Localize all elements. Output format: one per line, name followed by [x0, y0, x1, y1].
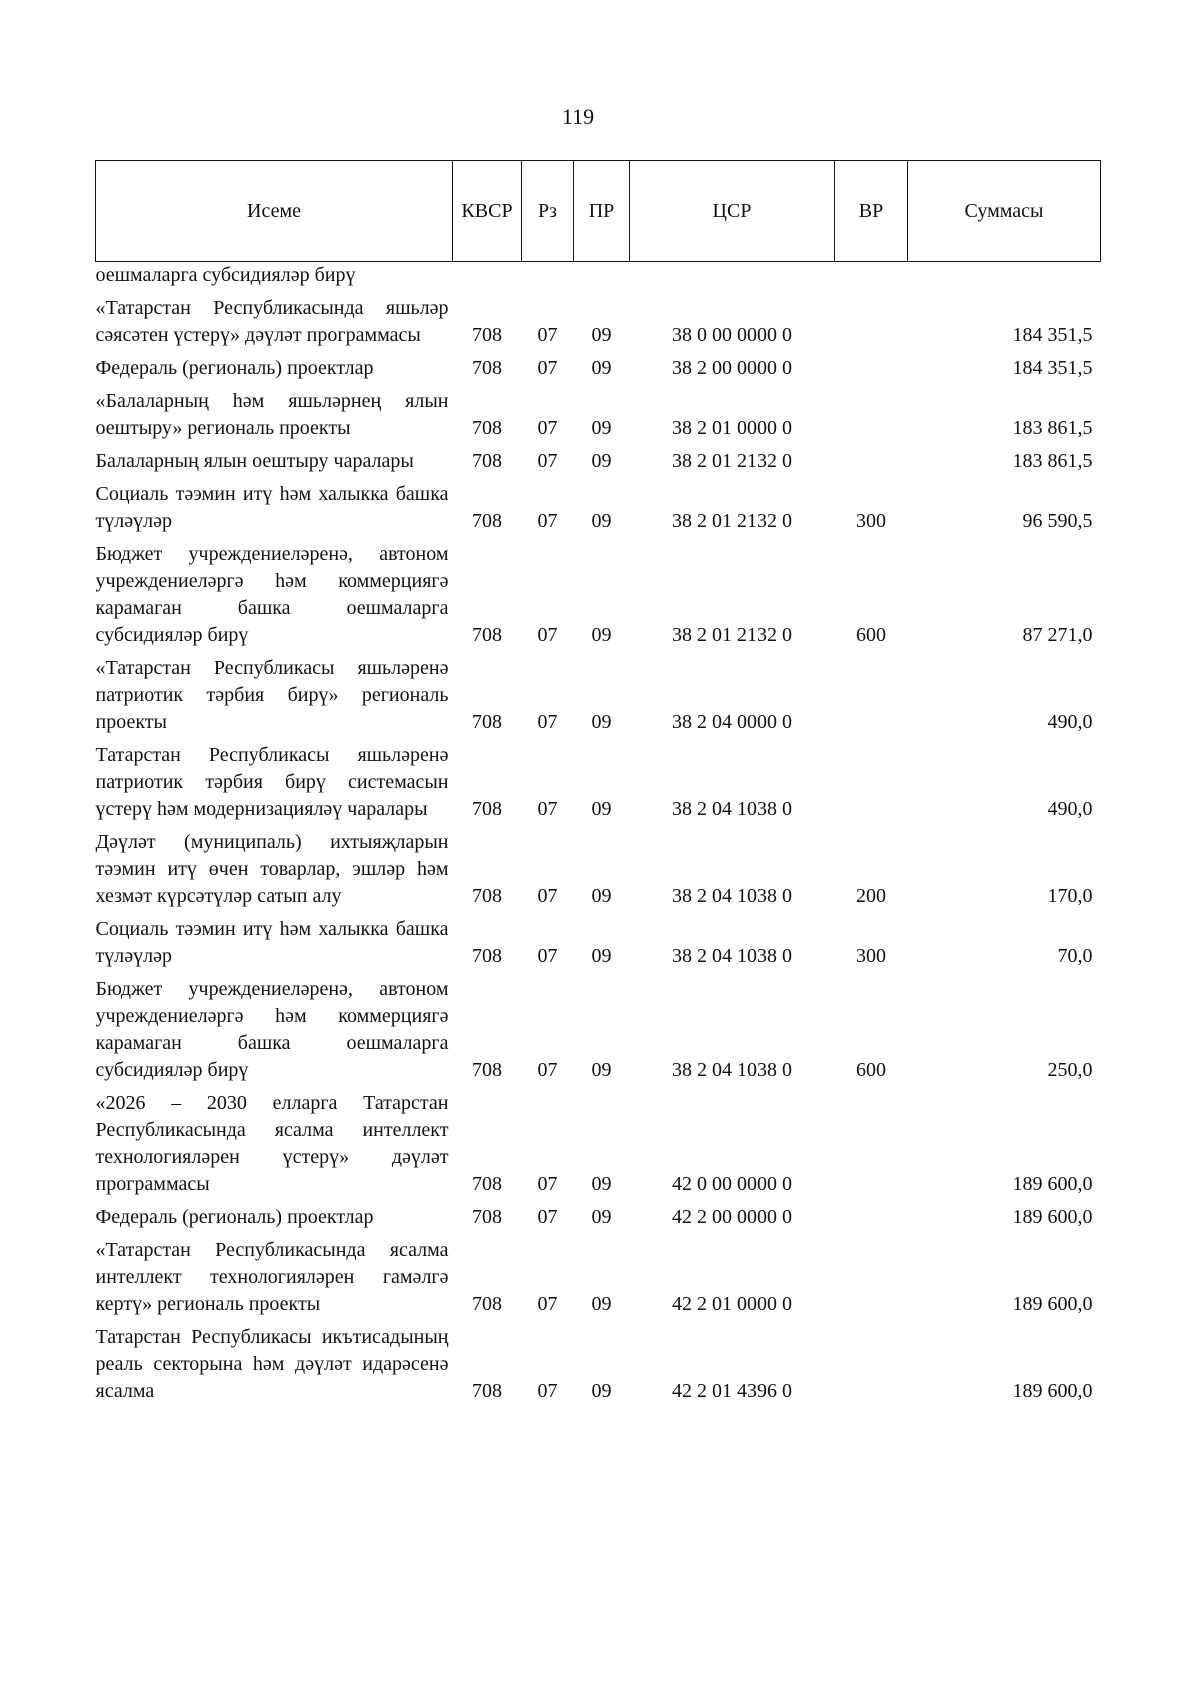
row-name: Татарстан Республикасы икътисадының реаль секторына һәм дәүләт идарәсенә ясалма [95, 1326, 449, 1402]
row-name: Федераль (региональ) проектлар [95, 1206, 374, 1228]
row-pr: 09 [591, 1380, 612, 1402]
row-name: Дәүләт (муниципаль) ихтыяҗларын тәэмин итү өчен товарлар, эшләр һәм хезмәт күрсәтүләр сатып алу [95, 831, 449, 907]
table-row [96, 382, 1101, 442]
row-sum: 189 600,0 [1012, 1293, 1093, 1315]
row-rz: 07 [537, 1380, 558, 1402]
row-vr: 600 [856, 1059, 886, 1081]
table-row [96, 823, 1101, 910]
row-name: «2026 – 2030 елларга Татарстан Республикасында ясалма интеллект технологияләрен үстерү» дәүләт программасы [95, 1092, 449, 1195]
row-kvsr: 708 [472, 945, 502, 967]
row-kvsr: 708 [472, 450, 502, 472]
row-pr: 09 [591, 1293, 612, 1315]
row-vr [835, 349, 908, 382]
row-pr: 09 [591, 624, 612, 646]
row-kvsr: 708 [472, 510, 502, 532]
row-csr: 38 2 04 1038 0 [672, 885, 792, 907]
row-vr [835, 736, 908, 823]
row-vr [835, 289, 908, 349]
table-row [96, 475, 1101, 535]
row-csr: 42 0 00 0000 0 [672, 1173, 792, 1195]
row-vr [835, 382, 908, 442]
budget-table [95, 160, 1101, 1405]
row-kvsr: 708 [472, 624, 502, 646]
row-kvsr: 708 [472, 324, 502, 346]
row-csr: 38 2 00 0000 0 [672, 357, 792, 379]
row-sum: 183 861,5 [1012, 417, 1093, 439]
row-csr: 42 2 00 0000 0 [672, 1206, 792, 1228]
row-vr [835, 1318, 908, 1405]
header-pr: ПР [574, 161, 630, 262]
row-csr: 38 2 04 1038 0 [672, 945, 792, 967]
row-sum: 490,0 [1047, 711, 1093, 733]
row-pr: 09 [591, 945, 612, 967]
row-rz: 07 [537, 798, 558, 820]
row-sum: 250,0 [1047, 1059, 1093, 1081]
row-sum: 184 351,5 [1012, 357, 1093, 379]
table-row [96, 349, 1101, 382]
row-rz: 07 [537, 711, 558, 733]
table-row [96, 910, 1101, 970]
row-sum: 183 861,5 [1012, 450, 1093, 472]
table-row [96, 1084, 1101, 1198]
row-sum: 184 351,5 [1012, 324, 1093, 346]
row-rz: 07 [537, 357, 558, 379]
row-rz: 07 [537, 1293, 558, 1315]
header-sum: Суммасы [908, 161, 1101, 262]
row-rz: 07 [537, 624, 558, 646]
table-row [96, 1231, 1101, 1318]
row-rz: 07 [537, 945, 558, 967]
row-vr: 600 [856, 624, 886, 646]
row-rz: 07 [537, 324, 558, 346]
header-kvsr: КВСР [453, 161, 522, 262]
row-name: Бюджет учреждениеләренә, автоном учреждениеләргә һәм коммерциягә карамаган башка оешмаларга субсидияләр бирү [95, 978, 449, 1081]
row-rz: 07 [537, 885, 558, 907]
table-row [96, 535, 1101, 649]
row-pr: 09 [591, 798, 612, 820]
row-name: Федераль (региональ) проектлар [95, 357, 374, 379]
row-pr: 09 [591, 885, 612, 907]
row-kvsr: 708 [472, 1059, 502, 1081]
row-kvsr: 708 [472, 711, 502, 733]
row-sum: 189 600,0 [1012, 1206, 1093, 1228]
row-name: «Татарстан Республикасы яшьләренә патриотик тәрбия бирү» региональ проекты [95, 657, 449, 733]
row-name: Бюджет учреждениеләренә, автоном учреждениеләргә һәм коммерциягә карамаган башка оешмаларга субсидияләр бирү [95, 543, 449, 646]
row-vr [835, 262, 908, 290]
row-name: Татарстан Республикасы яшьләренә патриотик тәрбия бирү системасын үстерү һәм модернизацияләү чаралары [95, 744, 449, 820]
row-vr [835, 649, 908, 736]
row-csr: 38 2 01 0000 0 [672, 417, 792, 439]
row-vr: 300 [856, 510, 886, 532]
table-body [96, 262, 1101, 1406]
row-pr: 09 [591, 1173, 612, 1195]
row-csr: 42 2 01 4396 0 [672, 1380, 792, 1402]
table-row [96, 442, 1101, 475]
row-kvsr: 708 [472, 417, 502, 439]
row-kvsr [453, 262, 522, 290]
row-pr: 09 [591, 510, 612, 532]
row-vr: 300 [856, 945, 886, 967]
row-csr: 42 2 01 0000 0 [672, 1293, 792, 1315]
row-kvsr: 708 [472, 1206, 502, 1228]
row-rz: 07 [537, 1206, 558, 1228]
row-vr [835, 1084, 908, 1198]
row-vr: 200 [856, 885, 886, 907]
header-rz: Рз [522, 161, 574, 262]
table-row [96, 289, 1101, 349]
row-name: Балаларның ялын оештыру чаралары [95, 450, 414, 472]
header-csr: ЦСР [630, 161, 835, 262]
row-rz: 07 [537, 1059, 558, 1081]
row-csr: 38 0 00 0000 0 [672, 324, 792, 346]
row-sum: 189 600,0 [1012, 1173, 1093, 1195]
row-name: оешмаларга субсидияләр бирү [95, 264, 356, 286]
row-sum: 70,0 [1057, 945, 1093, 967]
row-pr: 09 [591, 1206, 612, 1228]
row-name: Социаль тәэмин итү һәм халыкка башка түләүләр [95, 918, 449, 967]
row-csr: 38 2 01 2132 0 [672, 624, 792, 646]
table-row [96, 1198, 1101, 1231]
table-header [96, 161, 1101, 262]
row-pr: 09 [591, 357, 612, 379]
row-sum: 490,0 [1047, 798, 1093, 820]
row-name: «Татарстан Республикасында ясалма интеллект технологияләрен гамәлгә кертү» региональ проекты [95, 1239, 449, 1315]
row-rz: 07 [537, 510, 558, 532]
row-rz: 07 [537, 417, 558, 439]
row-vr [835, 442, 908, 475]
row-kvsr: 708 [472, 885, 502, 907]
row-csr: 38 2 04 0000 0 [672, 711, 792, 733]
row-kvsr: 708 [472, 1293, 502, 1315]
row-pr: 09 [591, 1059, 612, 1081]
row-pr: 09 [591, 711, 612, 733]
header-name: Исеме [96, 161, 453, 262]
table-row [96, 262, 1101, 290]
row-pr: 09 [591, 324, 612, 346]
row-sum: 189 600,0 [1012, 1380, 1093, 1402]
row-name: Социаль тәэмин итү һәм халыкка башка түләүләр [95, 483, 449, 532]
page-number: 119 [561, 104, 595, 129]
row-name: «Татарстан Республикасында яшьләр сәясәтен үстерү» дәүләт программасы [95, 297, 449, 346]
row-rz: 07 [537, 1173, 558, 1195]
row-csr: 38 2 01 2132 0 [672, 510, 792, 532]
row-pr: 09 [591, 417, 612, 439]
row-csr: 38 2 01 2132 0 [672, 450, 792, 472]
row-sum: 87 271,0 [1022, 624, 1093, 646]
table-row [96, 649, 1101, 736]
header-vr: ВР [835, 161, 908, 262]
row-kvsr: 708 [472, 357, 502, 379]
row-csr [630, 262, 835, 290]
table-row [96, 970, 1101, 1084]
row-pr: 09 [591, 450, 612, 472]
row-kvsr: 708 [472, 1173, 502, 1195]
row-sum [908, 262, 1101, 290]
row-rz: 07 [537, 450, 558, 472]
table-row [96, 736, 1101, 823]
row-kvsr: 708 [472, 1380, 502, 1402]
row-sum: 170,0 [1047, 885, 1093, 907]
row-name: «Балаларның һәм яшьләрнең ялын оештыру» региональ проекты [95, 390, 449, 439]
row-vr [835, 1198, 908, 1231]
row-rz [522, 262, 574, 290]
row-pr [574, 262, 630, 290]
row-kvsr: 708 [472, 798, 502, 820]
row-csr: 38 2 04 1038 0 [672, 1059, 792, 1081]
row-vr [835, 1231, 908, 1318]
row-sum: 96 590,5 [1022, 510, 1093, 532]
table-row [96, 1318, 1101, 1405]
row-csr: 38 2 04 1038 0 [672, 798, 792, 820]
